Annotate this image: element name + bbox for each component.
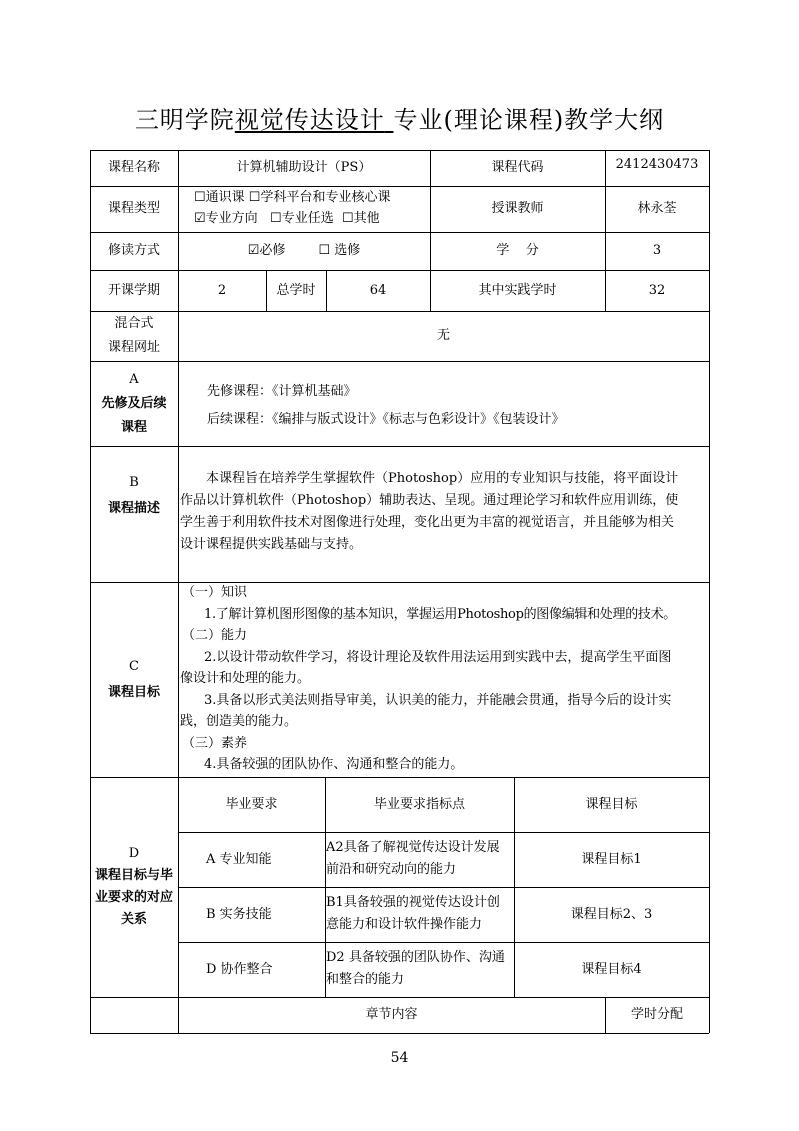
course-type-label: 课程类型 xyxy=(107,201,160,217)
title-suffix: 专业(理论课程)教学大纲 xyxy=(393,106,665,134)
mapping-requirement: D 协作整合 xyxy=(206,961,273,977)
study-mode: ☑必修 ☐ 选修 xyxy=(247,243,361,259)
course-type-options-1: ☐通识课 ☐学科平台和专业核心课 xyxy=(194,190,391,205)
prerequisite-courses: 先修课程：《计算机基础》 xyxy=(207,384,357,399)
semester-label: 开课学期 xyxy=(107,282,160,298)
credits-label: 学 分 xyxy=(496,243,539,259)
section-d-letter: D xyxy=(128,846,140,861)
title-prefix: 三明学院 xyxy=(134,106,235,134)
blended-url-value: 无 xyxy=(436,328,450,344)
semester: 2 xyxy=(217,282,227,298)
section-a-label-line-1: 先修及后续 xyxy=(101,395,167,411)
header-requirement-indicator: 毕业要求指标点 xyxy=(373,796,465,812)
course-name-label: 课程名称 xyxy=(107,160,160,176)
objective-heading-literacy: （三）素养 xyxy=(182,735,248,751)
mapping-requirement: A 专业知能 xyxy=(206,851,272,867)
section-d-label-line-2: 业要求的对应 xyxy=(94,890,173,905)
section-c-letter: C xyxy=(129,658,139,674)
total-hours: 64 xyxy=(369,282,387,298)
mapping-indicator xyxy=(326,892,514,936)
page-number: 54 xyxy=(390,1050,409,1066)
objective-heading-knowledge: （一）知识 xyxy=(182,585,248,600)
hours-allocation-label: 学时分配 xyxy=(630,1007,683,1023)
mapping-requirement: B 实务技能 xyxy=(206,906,272,922)
course-code: 2412430473 xyxy=(615,157,699,173)
indicator-line: 和整合的能力 xyxy=(326,972,405,987)
course-name: 计算机辅助设计（PS） xyxy=(236,160,372,176)
followup-courses: 后续课程：《编排与版式设计》《标志与色彩设计》《包装设计》 xyxy=(207,412,565,427)
objective-item-3: 3.具备以形式美法则指导审美，认识美的能力，并能融会贯通，指导今后的设计实 xyxy=(204,692,672,708)
page-title xyxy=(0,100,799,135)
course-code-label: 课程代码 xyxy=(491,160,544,176)
section-b-letter: B xyxy=(129,475,139,490)
mapping-goal: 课程目标4 xyxy=(581,961,642,977)
indicator-line: 前沿和研究动向的能力 xyxy=(326,862,457,877)
credits: 3 xyxy=(652,243,662,259)
section-b-label-text: 课程描述 xyxy=(107,501,160,516)
mapping-indicator xyxy=(326,837,514,881)
objective-item-2-cont: 像设计和处理的能力。 xyxy=(180,671,311,686)
title-major: 视觉传达设计 xyxy=(234,106,385,134)
course-description xyxy=(180,468,708,556)
section-b-label xyxy=(90,446,178,546)
practice-hours: 32 xyxy=(648,282,666,298)
indicator-line: B1具备较强的视觉传达设计创 xyxy=(326,895,500,910)
section-d-label-line-1: 课程目标与毕 xyxy=(94,868,173,883)
indicator-line: D2 具备较强的团队协作、沟通 xyxy=(326,950,505,965)
study-mode-label: 修读方式 xyxy=(107,243,160,259)
mapping-indicator xyxy=(326,947,514,991)
section-d-label-line-3: 关系 xyxy=(120,912,147,927)
teacher-label: 授课教师 xyxy=(491,201,544,217)
indicator-line: 意能力和设计软件操作能力 xyxy=(326,917,483,932)
indicator-line: A2具备了解视觉传达设计发展 xyxy=(326,840,500,855)
description-line: 设计课程提供实践基础与支持。 xyxy=(180,537,363,552)
header-graduation-requirement: 毕业要求 xyxy=(225,796,278,812)
blended-url-label xyxy=(90,311,178,361)
objective-item-2: 2.以设计带动软件学习，将设计理论及软件用法运用到实践中去，提高学生平面图 xyxy=(204,649,672,665)
course-objectives xyxy=(180,582,709,776)
objective-item-3-cont: 践，创造美的能力。 xyxy=(180,714,298,729)
section-c-label-text: 课程目标 xyxy=(107,684,160,700)
section-a-label xyxy=(90,361,178,446)
course-type-options-2: ☑专业方向 ☐专业任选 ☐其他 xyxy=(194,211,380,226)
objective-heading-ability: （二）能力 xyxy=(182,628,248,643)
header-course-goal: 课程目标 xyxy=(585,796,638,812)
description-line: 本课程旨在培养学生掌握软件（Photoshop）应用的专业知识与技能，将平面设计 xyxy=(206,471,679,486)
blended-label-line-2: 课程网址 xyxy=(107,340,160,355)
total-hours-label: 总学时 xyxy=(276,282,316,298)
mapping-goal: 课程目标2、3 xyxy=(570,906,653,922)
description-line: 学生善于利用软件技术对图像进行处理，变化出更为丰富的视觉语言，并且能够为相关 xyxy=(180,515,675,530)
section-c-label xyxy=(90,582,178,777)
chapter-content-label: 章节内容 xyxy=(365,1007,418,1023)
description-line: 作品以计算机软件（Photoshop）辅助表达、呈现。通过理论学习和软件应用训练，使 xyxy=(180,493,679,508)
objective-item-4: 4.具备较强的团队协作、沟通和整合的能力。 xyxy=(204,757,464,772)
practice-hours-label: 其中实践学时 xyxy=(478,282,557,298)
mapping-goal: 课程目标1 xyxy=(581,851,642,867)
teacher: 林永荃 xyxy=(637,201,677,217)
objective-item-1: 1.了解计算机图形图像的基本知识，掌握运用Photoshop的图像编辑和处理的技术。 xyxy=(204,606,676,622)
section-a-letter: A xyxy=(129,371,139,387)
section-a-label-line-2: 课程 xyxy=(120,419,147,435)
blended-label-line-1: 混合式 xyxy=(114,316,154,331)
section-d-label xyxy=(90,777,178,997)
